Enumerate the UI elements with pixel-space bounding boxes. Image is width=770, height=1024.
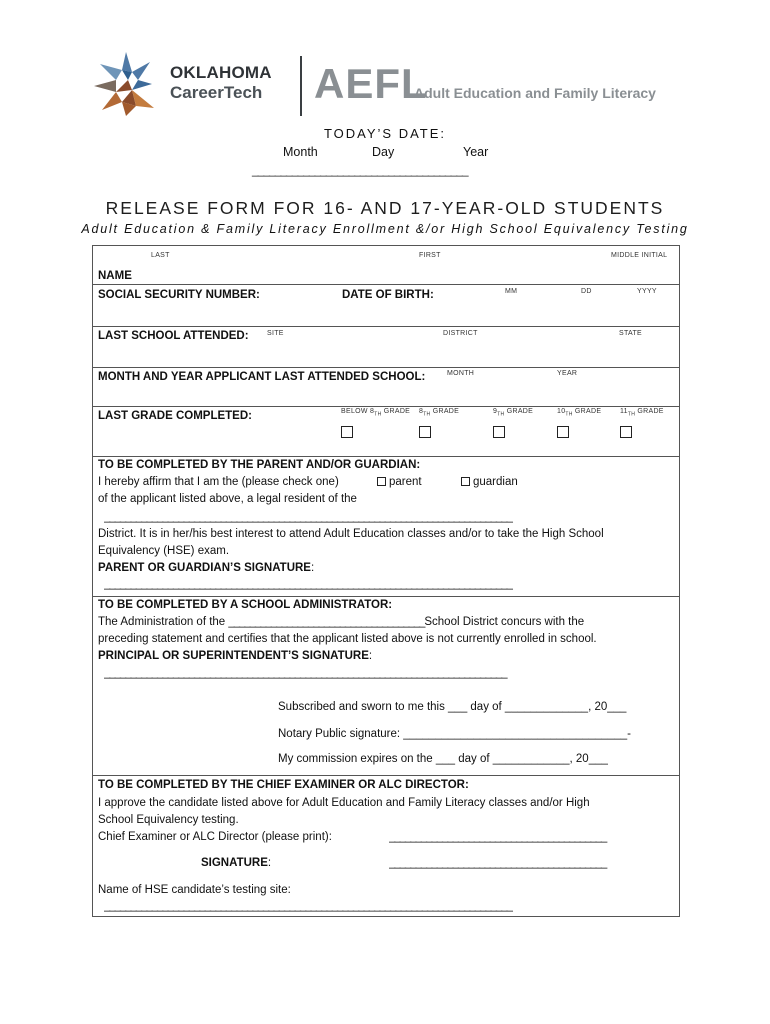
grade-below8-caption: BELOW $8_{TH}$ GRADE — [341, 408, 411, 418]
form-subtitle: Adult Education & Family Literacy Enrollment &/or High School Equivalency Testing — [81, 222, 689, 236]
dob-dd-caption: DD — [581, 288, 592, 295]
admin-concur-text: The Administration of the _____________________________________School District concurs with the — [98, 616, 585, 628]
parent-section-heading: TO BE COMPLETED BY THE PARENT AND/OR GUARDIAN: — [98, 459, 421, 471]
last-school-label: LAST SCHOOL ATTENDED: — [98, 330, 249, 342]
grade-10-checkbox[interactable] — [557, 426, 569, 438]
dob-yyyy-caption: YYYY — [637, 288, 657, 295]
parent-hse-text: Equivalency (HSE) exam. — [98, 545, 230, 557]
guardian-option[interactable] — [461, 476, 518, 488]
examiner-section-heading: TO BE COMPLETED BY THE CHIEF EXAMINER OR ALC DIRECTOR: — [98, 779, 469, 791]
form-title: RELEASE FORM FOR 16- AND 17-YEAR-OLD STUDENTS — [105, 198, 665, 218]
grade-11-checkbox[interactable] — [620, 426, 632, 438]
ssn-label: SOCIAL SECURITY NUMBER: — [98, 289, 260, 301]
ssn-dob-field-line[interactable] — [93, 326, 679, 327]
attended-month-caption: MONTH — [447, 370, 475, 377]
dob-mm-caption: MM — [505, 288, 518, 295]
parent-resident-text: of the applicant listed above, a legal resident of the — [98, 493, 357, 505]
notary-signature-text[interactable]: Notary Public signature: ___________________________________- — [278, 728, 631, 740]
name-field-line[interactable] — [93, 284, 679, 285]
district-blank-line[interactable]: _____________________________________________________________________________ — [104, 511, 512, 523]
testing-site-line[interactable]: _____________________________________________________________________________ — [104, 900, 512, 912]
parent-option[interactable] — [377, 476, 422, 488]
grade-row-line — [93, 456, 679, 457]
commission-expires-text[interactable]: My commission expires on the ___ day of ____________, 20___ — [278, 753, 608, 765]
examiner-approve-text: I approve the candidate listed above for Adult Education and Family Literacy classes and/or High — [98, 797, 590, 809]
school-site-caption: SITE — [267, 330, 284, 337]
grade-10-caption: $10_{TH}$ GRADE — [557, 408, 602, 418]
admin-district-blank[interactable]: _____________________________________ — [228, 616, 425, 628]
examiner-signature-label: SIGNATURE: — [201, 857, 272, 869]
date-month-label: Month — [283, 145, 318, 159]
header-logos — [92, 50, 682, 122]
name-first-caption: FIRST — [419, 252, 441, 259]
director-print-label: Chief Examiner or ALC Director (please print): — [98, 831, 332, 843]
name-last-caption: LAST — [151, 252, 170, 259]
school-district-caption: DISTRICT — [443, 330, 478, 337]
grade-11-caption: $11_{TH}$ GRADE — [620, 408, 664, 418]
okc-line2: CareerTech — [170, 83, 263, 102]
parent-signature-label: PARENT OR GUARDIAN’S SIGNATURE: — [98, 562, 315, 574]
sworn-text[interactable]: Subscribed and sworn to me this ___ day of _____________, 20___ — [278, 701, 627, 713]
grade-9-caption: $9_{TH}$ GRADE — [493, 408, 534, 418]
name-middle-caption: MIDDLE INITIAL — [611, 252, 668, 259]
oklahoma-careertech-star-logo-icon — [92, 50, 160, 118]
date-year-label: Year — [463, 145, 489, 159]
parent-checkbox[interactable] — [377, 477, 386, 486]
parent-district-text: District. It is in her/his best interest to attend Adult Education classes and/or to take the High School — [98, 528, 604, 540]
date-day-label: Day — [372, 145, 395, 159]
guardian-checkbox[interactable] — [461, 477, 470, 486]
grade-below8-checkbox[interactable] — [341, 426, 353, 438]
aefl-subtitle: Adult Education and Family Literacy — [414, 85, 656, 101]
examiner-testing-text: School Equivalency testing. — [98, 814, 239, 826]
okc-line1: OKLAHOMA — [170, 63, 272, 82]
examiner-signature-line[interactable]: _________________________________________ — [389, 857, 607, 869]
director-print-line[interactable]: _________________________________________ — [389, 831, 607, 843]
todays-date-label: TODAY’S DATE: — [323, 126, 447, 141]
date-input-line[interactable]: ______________________________________ — [252, 163, 468, 177]
attended-field-line[interactable] — [93, 406, 679, 407]
admin-signature-line[interactable]: ____________________________________________________________________________ — [104, 667, 507, 679]
parent-option-label: parent — [389, 476, 422, 488]
testing-site-label: Name of HSE candidate’s testing site: — [98, 884, 291, 896]
admin-section-heading: TO BE COMPLETED BY A SCHOOL ADMINISTRATOR: — [98, 599, 393, 611]
aefl-logo-text: AEFL — [314, 60, 428, 107]
school-state-caption: STATE — [619, 330, 643, 337]
grade-8-checkbox[interactable] — [419, 426, 431, 438]
dob-label: DATE OF BIRTH: — [342, 289, 434, 301]
name-label: NAME — [98, 270, 132, 282]
grade-8-caption: $8_{TH}$ GRADE — [419, 408, 460, 418]
release-form-box — [92, 245, 680, 917]
last-attended-label: MONTH AND YEAR APPLICANT LAST ATTENDED SCHOOL: — [98, 371, 426, 383]
parent-affirm-text: I hereby affirm that I am the (please check one) — [98, 476, 339, 488]
attended-year-caption: YEAR — [557, 370, 578, 377]
oklahoma-careertech-wordmark — [170, 63, 272, 103]
guardian-option-label: guardian — [473, 476, 518, 488]
header-divider — [300, 56, 302, 116]
admin-signature-label: PRINCIPAL OR SUPERINTENDENT’S SIGNATURE: — [98, 650, 373, 662]
parent-signature-line[interactable]: _____________________________________________________________________________ — [104, 578, 512, 590]
parent-section-divider — [93, 596, 679, 597]
last-grade-label: LAST GRADE COMPLETED: — [98, 410, 252, 422]
school-field-line[interactable] — [93, 367, 679, 368]
admin-certify-text: preceding statement and certifies that the applicant listed above is not currently enrolled in school. — [98, 633, 597, 645]
grade-9-checkbox[interactable] — [493, 426, 505, 438]
admin-section-divider — [93, 775, 679, 776]
